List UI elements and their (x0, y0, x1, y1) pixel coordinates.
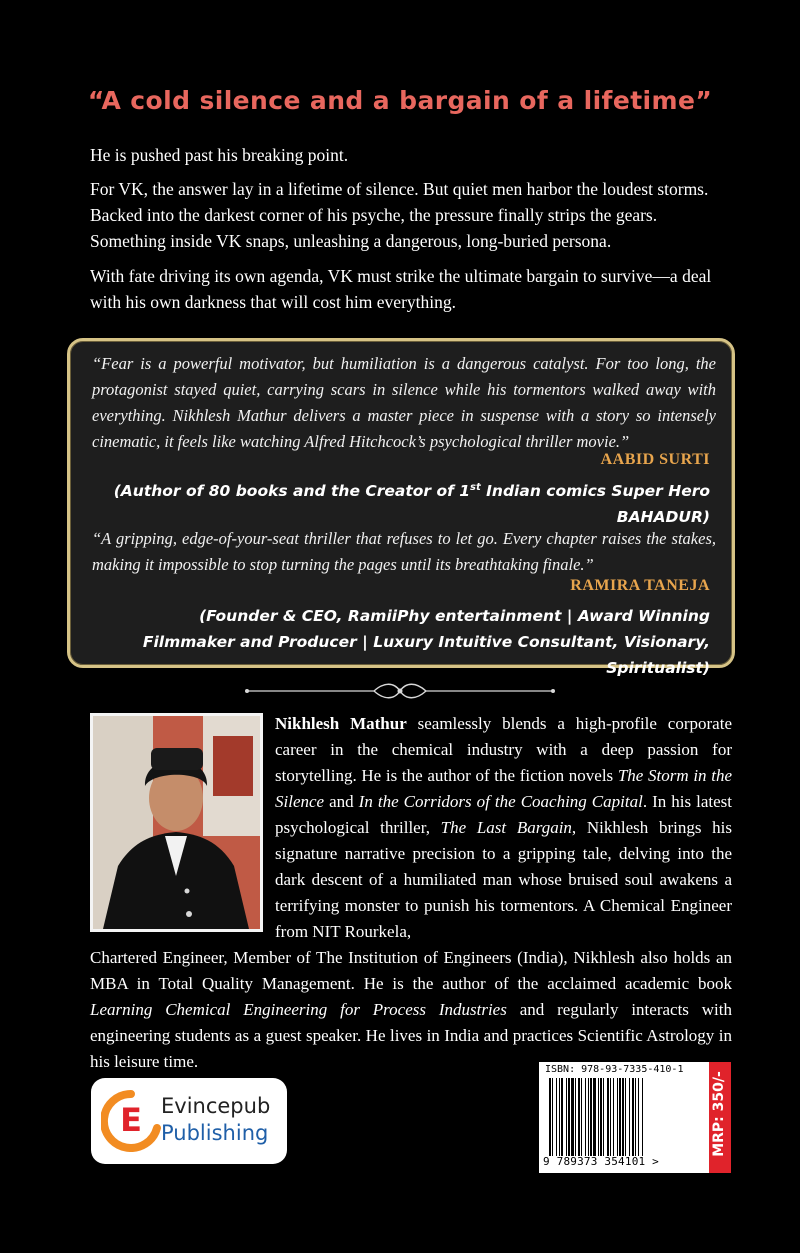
isbn-text: ISBN: 978-93-7335-410-1 (545, 1064, 684, 1075)
author-bio-full-width: Chartered Engineer, Member of The Institution of Engineers (India), Nikhlesh also holds an MBA in Total Quality Management. He is the author of the acclaimed academic book Learning Chemical Engineering for Process Industries and regularly interacts with engineering students as a guest speaker. He lives in India and practices Scientific Astrology in his leisure time. (90, 948, 733, 1071)
price-label: MRP: 350/- (711, 1071, 727, 1157)
reviewer-credential-2: (Founder & CEO, RamiiPhy entertainment | Award Winning Filmmaker and Producer | Luxury Intuitive Consultant, Visionary, Spiritualist) (142, 607, 710, 677)
blurb-paragraph-2: For VK, the answer lay in a lifetime of silence. But quiet men harbor the loudest storms. Backed into the darkest corner of his psyche, the pressure finally strips the gears. Something inside VK snaps, unleashing a dangerous, long-buried persona. (90, 179, 709, 251)
ornamental-divider (244, 680, 556, 702)
reviewer-credential-1: (Author of 80 books and the Creator of 1st Indian comics Super Hero BAHADUR) (113, 482, 710, 527)
reviews-box (67, 338, 735, 677)
tagline: “A cold silence and a bargain of a lifetime” (87, 86, 713, 115)
review-quote-2: “A gripping, edge-of-your-seat thriller that refuses to let go. Every chapter raises the stakes, making it impossible to stop turning the pages until its breathtaking finale.” (92, 529, 716, 574)
barcode-digits: 9 789373 354101 > (543, 1155, 659, 1168)
reviewer-name-2: RAMIRA TANEJA (570, 577, 710, 594)
author-bio-wrapped: Nikhlesh Mathur seamlessly blends a high-profile corporate career in the chemical industry with a deep passion for storytelling. He is the author of the fiction novels The Storm in the Silence and In the Corridors of the Coaching Capital. In his latest psychological thriller, The Last Bargain, Nikhlesh brings his signature narrative precision to a gripping tale, delving into the dark descent of a humiliated man whose bruised soul awakens a terrifying monster to punish his tormentors. A Chemical Engineer from NIT Rourkela, (275, 714, 732, 941)
blurb-paragraph-3: With fate driving its own agenda, VK must strike the ultimate bargain to survive—a deal with his own darkness that will cost him everything. (90, 266, 712, 312)
svg-text:E: E (120, 1101, 142, 1139)
reviewer-name-1: AABID SURTI (600, 451, 710, 468)
barcode-bars (549, 1078, 701, 1156)
publisher-logo (91, 1078, 287, 1164)
publisher-name-line1: Evincepub (161, 1094, 271, 1118)
review-quote-1: “Fear is a powerful motivator, but humiliation is a dangerous catalyst. For too long, the protagonist stayed quiet, carrying scars in silence while his tormentors walked away with everything. Nikhlesh Mathur delivers a master piece in suspense with a story so intensely cinematic, it feels like watching Alfred Hitchcock’s psychological thriller movie.” (92, 354, 716, 451)
author-photo (90, 713, 263, 932)
publisher-emblem-icon (101, 1090, 161, 1152)
blurb-paragraph-1: He is pushed past his breaking point. (90, 145, 349, 165)
isbn-barcode (539, 1062, 709, 1173)
publisher-name-line2: Publishing (161, 1121, 269, 1145)
